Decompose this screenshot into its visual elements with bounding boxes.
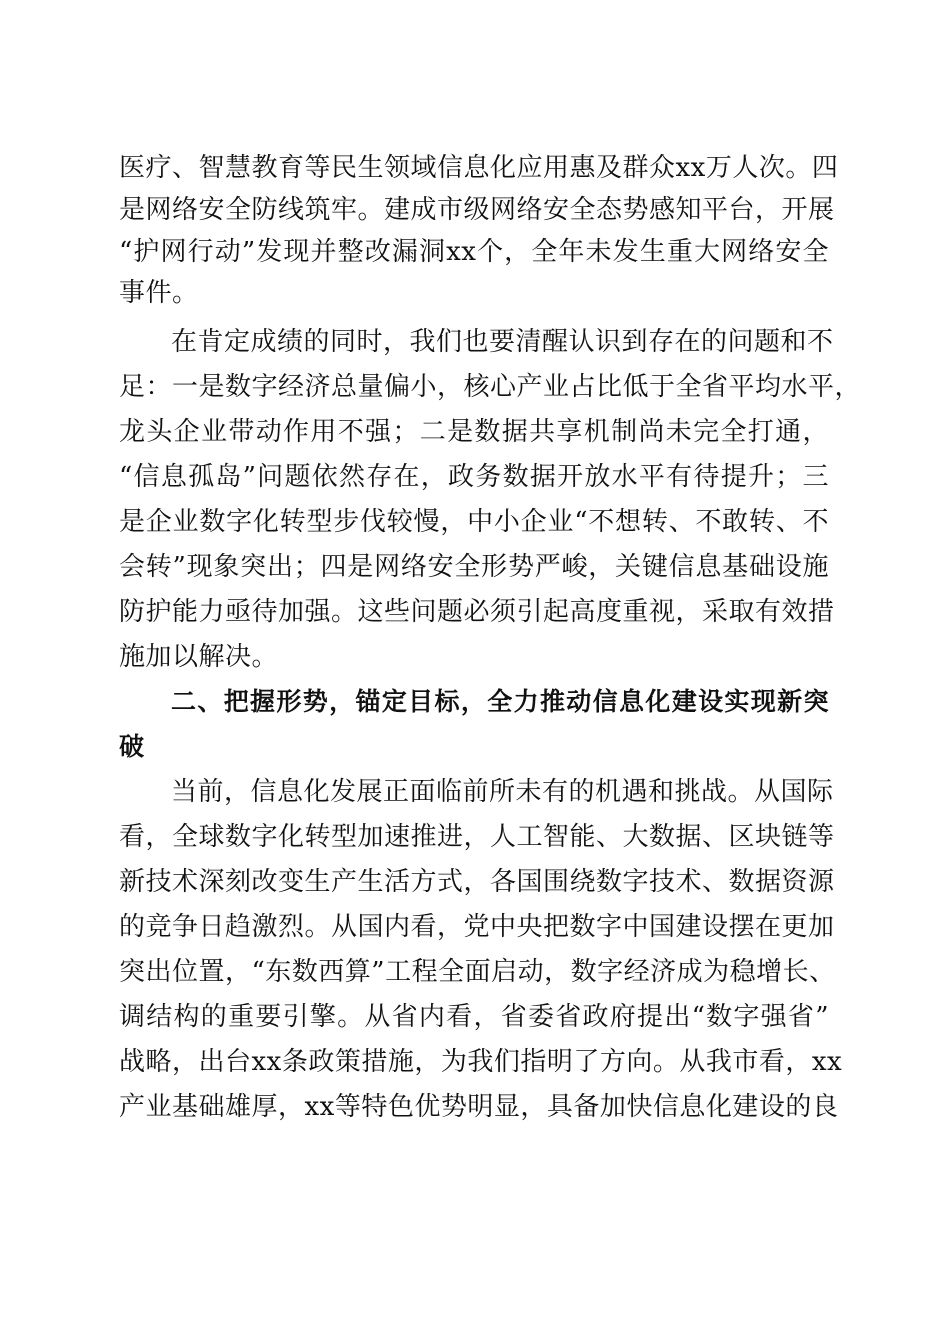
text-line: 足：一是数字经济总量偏小，核心产业占比低于全省平均水平， bbox=[119, 372, 862, 402]
text-line: 当前，信息化发展正面临前所未有的机遇和挑战。从国际 bbox=[171, 777, 834, 807]
text-line: “护网行动”发现并整改漏洞xx个，全年未发生重大网络安全 bbox=[119, 237, 829, 267]
text-line: 战略，出台xx条政策措施，为我们指明了方向。从我市看，xx bbox=[119, 1047, 843, 1077]
text-line: 是网络安全防线筑牢。建成市级网络安全态势感知平台，开展 bbox=[119, 195, 835, 225]
text-line: 施加以解决。 bbox=[119, 642, 279, 672]
heading-line: 二、把握形势，锚定目标，全力推动信息化建设实现新突 bbox=[171, 687, 829, 716]
text-line: 是企业数字化转型步伐较慢，中小企业“不想转、不敢转、不 bbox=[119, 507, 829, 537]
text-line: 的竞争日趋激烈。从国内看，党中央把数字中国建设摆在更加 bbox=[119, 912, 835, 942]
text-line: 龙头企业带动作用不强；二是数据共享机制尚未完全打通， bbox=[119, 417, 829, 447]
text-line: 突出位置，“东数西算”工程全面启动，数字经济成为稳增长、 bbox=[119, 957, 836, 987]
text-line: 产业基础雄厚，xx等特色优势明显，具备加快信息化建设的良 bbox=[119, 1092, 839, 1122]
text-line: 调结构的重要引擎。从省内看，省委省政府提出“数字强省” bbox=[119, 1002, 829, 1032]
text-line: 事件。 bbox=[119, 278, 199, 308]
text-line: “信息孤岛”问题依然存在，政务数据开放水平有待提升；三 bbox=[119, 462, 829, 492]
heading-line: 破 bbox=[119, 732, 145, 761]
text-line: 医疗、智慧教育等民生领域信息化应用惠及群众xx万人次。四 bbox=[119, 153, 839, 183]
text-line: 防护能力亟待加强。这些问题必须引起高度重视，采取有效措 bbox=[119, 597, 835, 627]
text-line: 会转”现象突出；四是网络安全形势严峻，关键信息基础设施 bbox=[119, 552, 829, 582]
text-line: 看，全球数字化转型加速推进，人工智能、大数据、区块链等 bbox=[119, 822, 835, 852]
text-line: 在肯定成绩的同时，我们也要清醒认识到存在的问题和不 bbox=[171, 327, 834, 357]
text-line: 新技术深刻改变生产生活方式，各国围绕数字技术、数据资源 bbox=[119, 867, 835, 897]
